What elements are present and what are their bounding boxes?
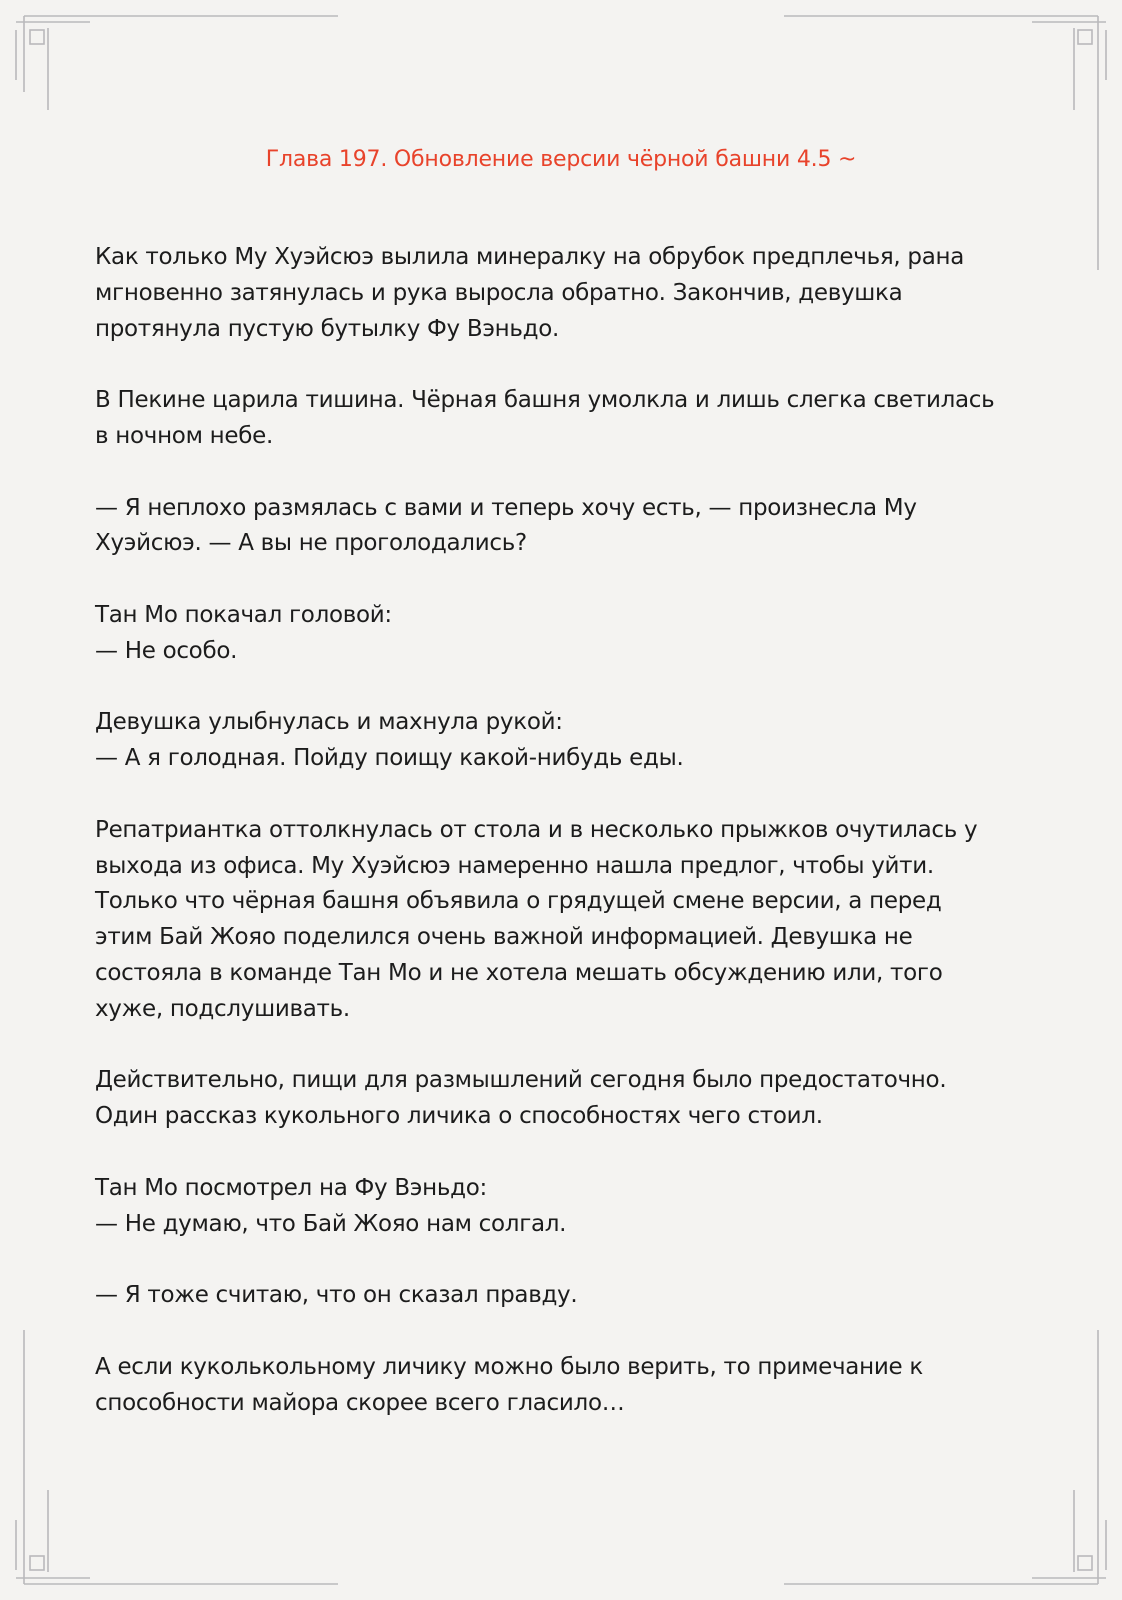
paragraph — [95, 240, 1035, 347]
text-line: Как только Му Хуэйсюэ вылила минералку на обрубок предплечья, рана — [95, 244, 965, 270]
paragraph — [95, 1063, 1035, 1135]
paragraph — [95, 1171, 1035, 1243]
paragraph — [95, 705, 1035, 777]
text-line: этим Бай Жояо поделился очень важной информацией. Девушка не — [95, 924, 913, 951]
text-line: А если куколькольному личику можно было верить, то примечание к — [95, 1353, 923, 1380]
text-line: Хуэйсюэ. — А вы не проголодались? — [95, 530, 527, 557]
paragraph — [95, 1278, 1035, 1314]
corner-ornament-top-right — [784, 16, 1106, 270]
text-line: Действительно, пищи для размышлений сегодня было предостаточно. — [95, 1067, 947, 1094]
corner-ornament-top-left — [16, 16, 338, 110]
text-line: Тан Мо посмотрел на Фу Вэньдо: — [95, 1174, 487, 1201]
text-line: в ночном небе. — [95, 422, 273, 449]
paragraph — [95, 813, 1035, 1028]
paragraph — [95, 491, 1035, 563]
text-line: — Не думаю, что Бай Жояо нам солгал. — [95, 1210, 567, 1237]
text-line: — Я тоже считаю, что он сказал правду. — [95, 1282, 578, 1309]
text-line: состояла в команде Тан Мо и не хотела мешать обсуждению или, того — [95, 959, 943, 986]
text-line: мгновенно затянулась и рука выросла обратно. Закончив, девушка — [95, 279, 903, 306]
text-line: Один рассказ кукольного личика о способностях чего стоил. — [95, 1103, 823, 1130]
text-line: Девушка улыбнулась и махнула рукой: — [95, 709, 563, 736]
paragraph — [95, 383, 1035, 455]
text-line: — Не особо. — [95, 637, 238, 664]
text-line: способности майора скорее всего гласило… — [95, 1389, 625, 1416]
text-line: хуже, подслушивать. — [95, 995, 350, 1022]
text-line: протянула пустую бутылку Фу Вэньдо. — [95, 315, 560, 342]
text-line: Тан Мо покачал головой: — [95, 601, 392, 628]
chapter-title: Глава 197. Обновление версии чёрной башни 4.5 ~ — [265, 147, 857, 172]
text-line: В Пекине царила тишина. Чёрная башня умолкла и лишь слегка светилась — [95, 387, 995, 414]
paragraph — [95, 1350, 1035, 1422]
text-line: Репатриантка оттолкнулась от стола и в несколько прыжков очутилась у — [95, 816, 978, 843]
text-line: выхода из офиса. Му Хуэйсюэ намеренно нашла предлог, чтобы уйти. — [95, 852, 934, 879]
text-line: Только что чёрная башня объявила о грядущей смене версии, а перед — [95, 888, 942, 915]
paragraph — [95, 598, 1035, 670]
text-line: — Я неплохо размялась с вами и теперь хочу есть, — произнесла Му — [95, 494, 917, 521]
chapter-body — [95, 240, 1035, 1457]
text-line: — А я голодная. Пойду поищу какой-нибудь еды. — [95, 745, 684, 772]
